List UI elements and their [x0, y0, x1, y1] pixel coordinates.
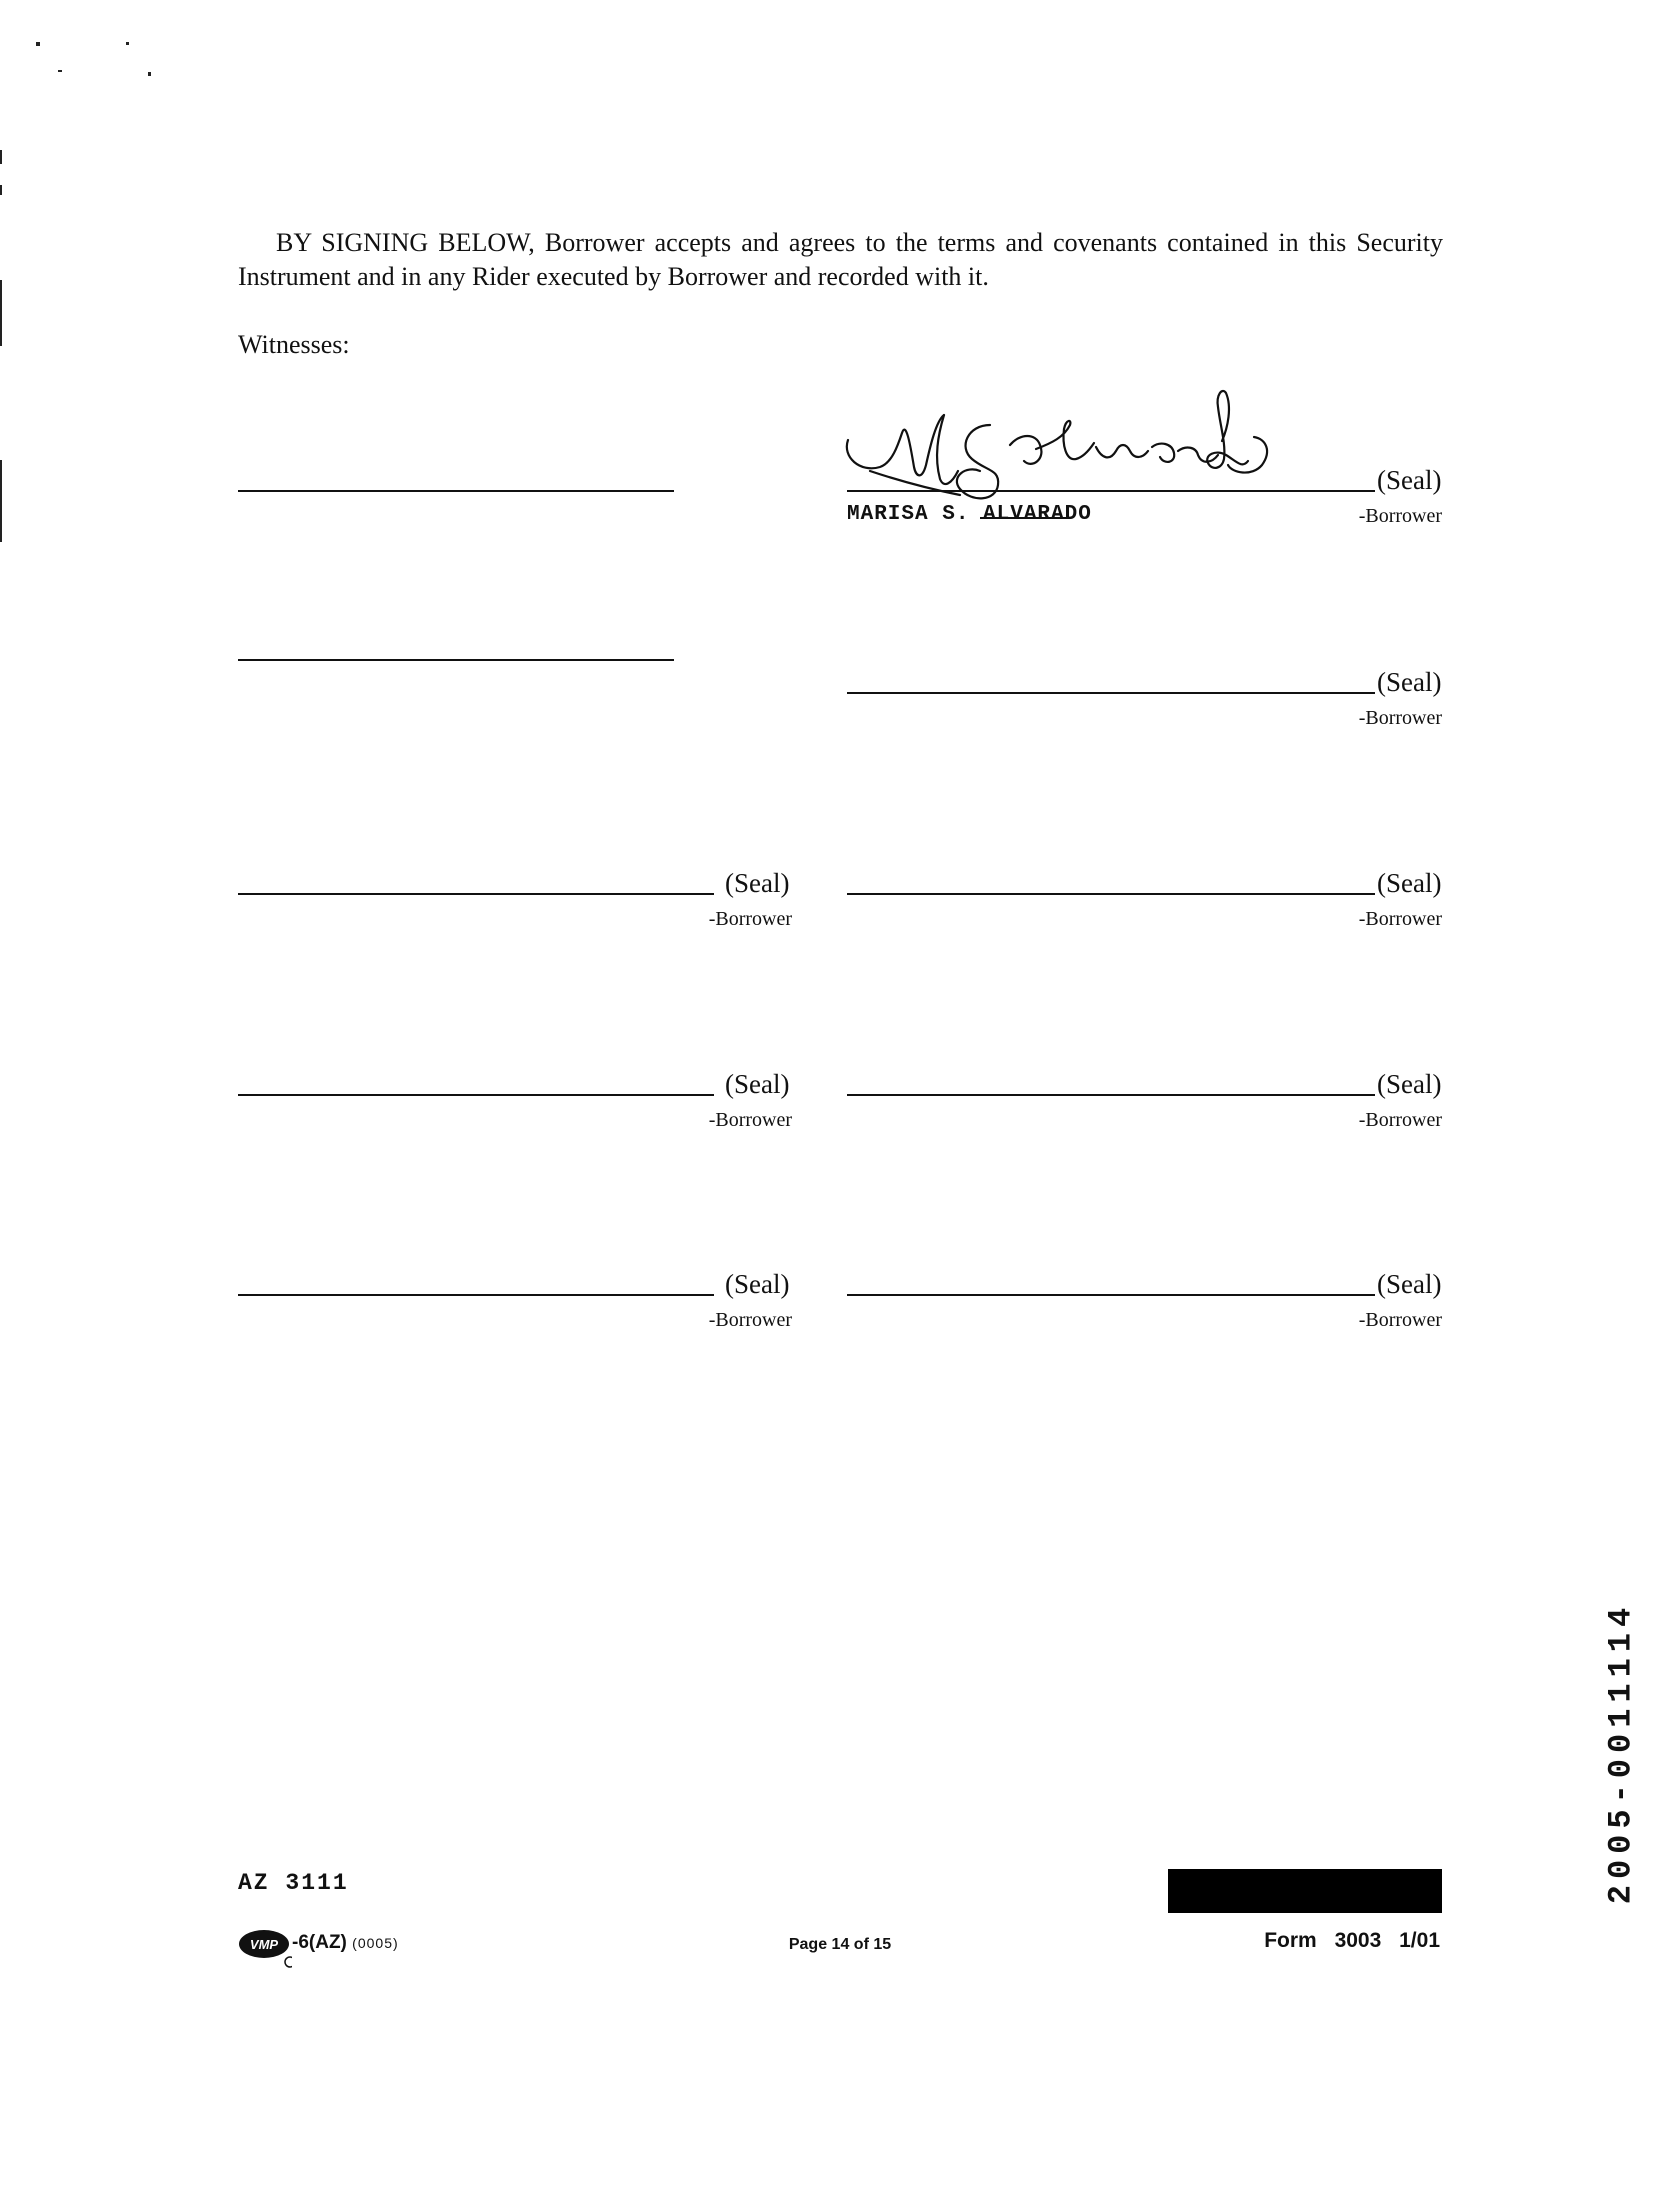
- seal-label-2: (Seal): [1377, 667, 1442, 697]
- seal-label-4: (Seal): [1377, 868, 1442, 898]
- vmp-form-number: [292, 1932, 399, 1954]
- scan-speck: [148, 72, 151, 76]
- recording-number: 2005-0011114: [1602, 1601, 1640, 1905]
- borrower-line-6: [847, 1094, 1375, 1096]
- borrower-role-7: -Borrower: [708, 1309, 792, 1331]
- borrower-line-5: [238, 1094, 714, 1096]
- margin-mark: [0, 460, 2, 542]
- borrower-role-5: -Borrower: [708, 1109, 792, 1131]
- witnesses-label: Witnesses:: [238, 330, 350, 359]
- borrower-role-8: -Borrower: [1358, 1309, 1442, 1331]
- scan-speck: [36, 42, 40, 46]
- seal-label-6: (Seal): [1377, 1069, 1442, 1099]
- borrower-line-2: [847, 692, 1375, 694]
- acceptance-paragraph: [238, 226, 1443, 294]
- margin-mark: [0, 280, 2, 346]
- borrower-line-1: [847, 490, 1375, 492]
- scan-speck: [58, 70, 62, 72]
- vmp-logo-text: VMP: [249, 1937, 279, 1952]
- borrower-role-2: -Borrower: [1358, 707, 1442, 729]
- witness-line-2: [238, 659, 674, 661]
- margin-mark: [0, 185, 2, 195]
- vmp-revision: (0005): [352, 1935, 399, 1951]
- borrower-role-1: -Borrower: [1358, 505, 1442, 527]
- borrower-line-4: [847, 893, 1375, 895]
- witness-line-1: [238, 490, 674, 492]
- vmp-form: -6(AZ): [292, 1932, 347, 1953]
- borrower-line-3: [238, 893, 714, 895]
- seal-label-5: (Seal): [725, 1069, 790, 1099]
- seal-label-1: (Seal): [1377, 465, 1442, 495]
- form-code: AZ 3111: [238, 1870, 349, 1896]
- borrower-line-8: [847, 1294, 1375, 1296]
- seal-label-3: (Seal): [725, 868, 790, 898]
- seal-label-8: (Seal): [1377, 1269, 1442, 1299]
- seal-label-7: (Seal): [725, 1269, 790, 1299]
- page-number: Page 14 of 15: [788, 1936, 892, 1953]
- borrower-role-3: -Borrower: [708, 908, 792, 930]
- recording-stamp: [1596, 1588, 1646, 1918]
- vmp-logo-icon: [238, 1928, 292, 1968]
- borrower-role-6: -Borrower: [1358, 1109, 1442, 1131]
- form-id: Form 3003 1/01: [1264, 1929, 1440, 1952]
- scan-speck: [126, 42, 129, 45]
- acceptance-text: BY SIGNING BELOW, Borrower accepts and agrees to the terms and covenants contained in this Security Instrument and in any Rider executed by Borrower and recorded with it.: [238, 228, 1443, 291]
- name-strikeout: [980, 517, 1070, 519]
- borrower-line-7: [238, 1294, 714, 1296]
- signer-name: MARISA S. ALVARADO: [847, 503, 1092, 526]
- redaction-block: [1168, 1869, 1442, 1913]
- borrower-role-4: -Borrower: [1358, 908, 1442, 930]
- margin-mark: [0, 150, 2, 164]
